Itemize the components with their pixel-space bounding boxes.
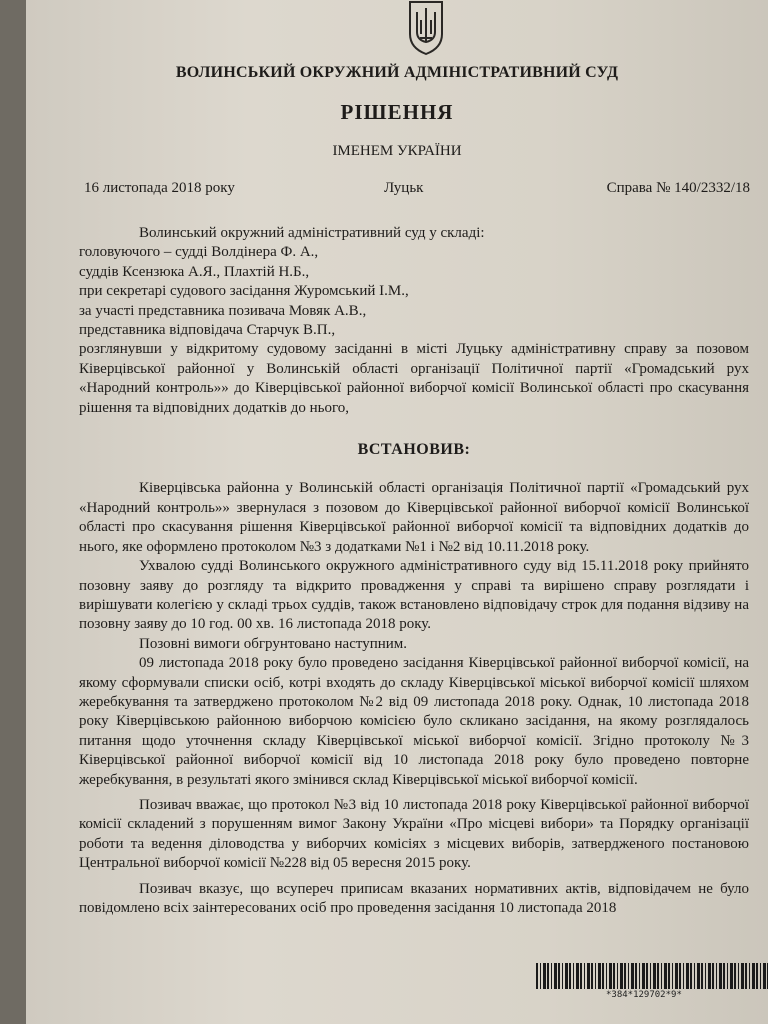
paragraph: Позовні вимоги обгрунтовано наступним.: [139, 635, 408, 652]
decision-date: 16 листопада 2018 року: [84, 180, 235, 196]
document-page: [26, 0, 768, 1024]
paragraph: 09 листопада 2018 року було проведено засідання Ківерцівської районної виборчої комісії, на якому сформували списки осіб, котрі входять до складу Ківерцівської міської виборчої комісії шляхом жеребкування та затверджено протоколом №2 від 09 листопада 2018 року. Однак, 10 листопада 2018 року Ківерцівською районною виборчою комісією було скликано засідання, на якому розглядалось питання щодо уточнення складу Ківерцівської міської виборчої комісії. Згідно протоколу №3 Ківерцівської районної виборчої комісії від 10 листопада 2018 року було проведено повторне жеребкування, в результаті якого змінився склад Ківерцівської міської виборчої комісії.: [79, 655, 749, 788]
composition-line: Волинський окружний адміністративний суд у складі:: [139, 225, 485, 241]
trident-coat-of-arms-icon: [406, 0, 446, 56]
composition-line: представника відповідача Старчук В.П.,: [79, 322, 336, 339]
court-name: ВОЛИНСЬКИЙ ОКРУЖНИЙ АДМІНІСТРАТИВНИЙ СУД: [175, 64, 619, 81]
composition-line: суддів Ксензюка А.Я., Плахтій Н.Б.,: [79, 263, 310, 280]
paragraph: Позивач вважає, що протокол №3 від 10 листопада 2018 року Ківерцівської районної виборчої комісії складений з порушенням вимог Закону України «Про місцеві вибори» та Порядку організації роботи та ведення діловодства у виборчих комісіях з місцевих виборів, затвердженого постановою Центральної виборчої комісії №228 від 05 вересня 2015 року.: [79, 796, 749, 872]
paragraph: Ухвалою судді Волинського окружного адміністративного суду від 15.11.2018 року прийнято позовну заяву до розгляду та відкрито провадження у справі та вирішено справу розглядати і вирішувати колегією у складі трьох суддів, також встановлено відповідачу строк для подання відзиву на позовну заяву до 10 год. 00 хв. 16 листопада 2018 року.: [79, 558, 749, 633]
composition-line: розглянувши у відкритому судовому засіданні в місті Луцьку адміністративну справу за позовом Ківерцівської районної у Волинській області організації Політичної партії «Громадський рух «Народний контроль»» до Ківерцівської районної виборчої комісії Волинської області про скасування рішення та відповідних додатків до нього,: [79, 341, 749, 416]
paragraph: Ківерцівська районна у Волинській області організація Політичної партії «Громадський рух «Народний контроль»» звернулася з позовом до Ківерцівської районної виборчої комісії Волинської області про скасування рішення Ківерцівської районної виборчої комісії та відповідних додатків до нього, яке оформлено протоколом №3 з додатками №1 і №2 від 10.11.2018 року.: [79, 480, 749, 555]
composition-line: при секретарі судового засідання Журомський І.М.,: [79, 283, 409, 300]
paragraph: Позивач вказує, що всупереч приписам вказаних нормативних актів, відповідачем не було повідомлено всіх заінтересованих осіб про проведення засідання 10 листопада 2018: [79, 880, 749, 916]
composition-line: головуючого – судді Волдінера Ф. А.,: [79, 244, 319, 261]
document-title: РІШЕННЯ: [340, 100, 454, 124]
document-body: [79, 224, 749, 918]
composition-line: за участі представника позивача Мовяк А.В.,: [79, 302, 367, 319]
barcode-number: *384*129702*9*: [606, 990, 682, 1000]
in-the-name-line: ІМЕНЕМ УКРАЇНИ: [332, 143, 462, 159]
decision-city: Луцьк: [384, 180, 424, 196]
section-title: ВСТАНОВИВ:: [357, 441, 471, 459]
case-number: Справа № 140/2332/18: [606, 180, 750, 196]
barcode: [536, 963, 768, 989]
